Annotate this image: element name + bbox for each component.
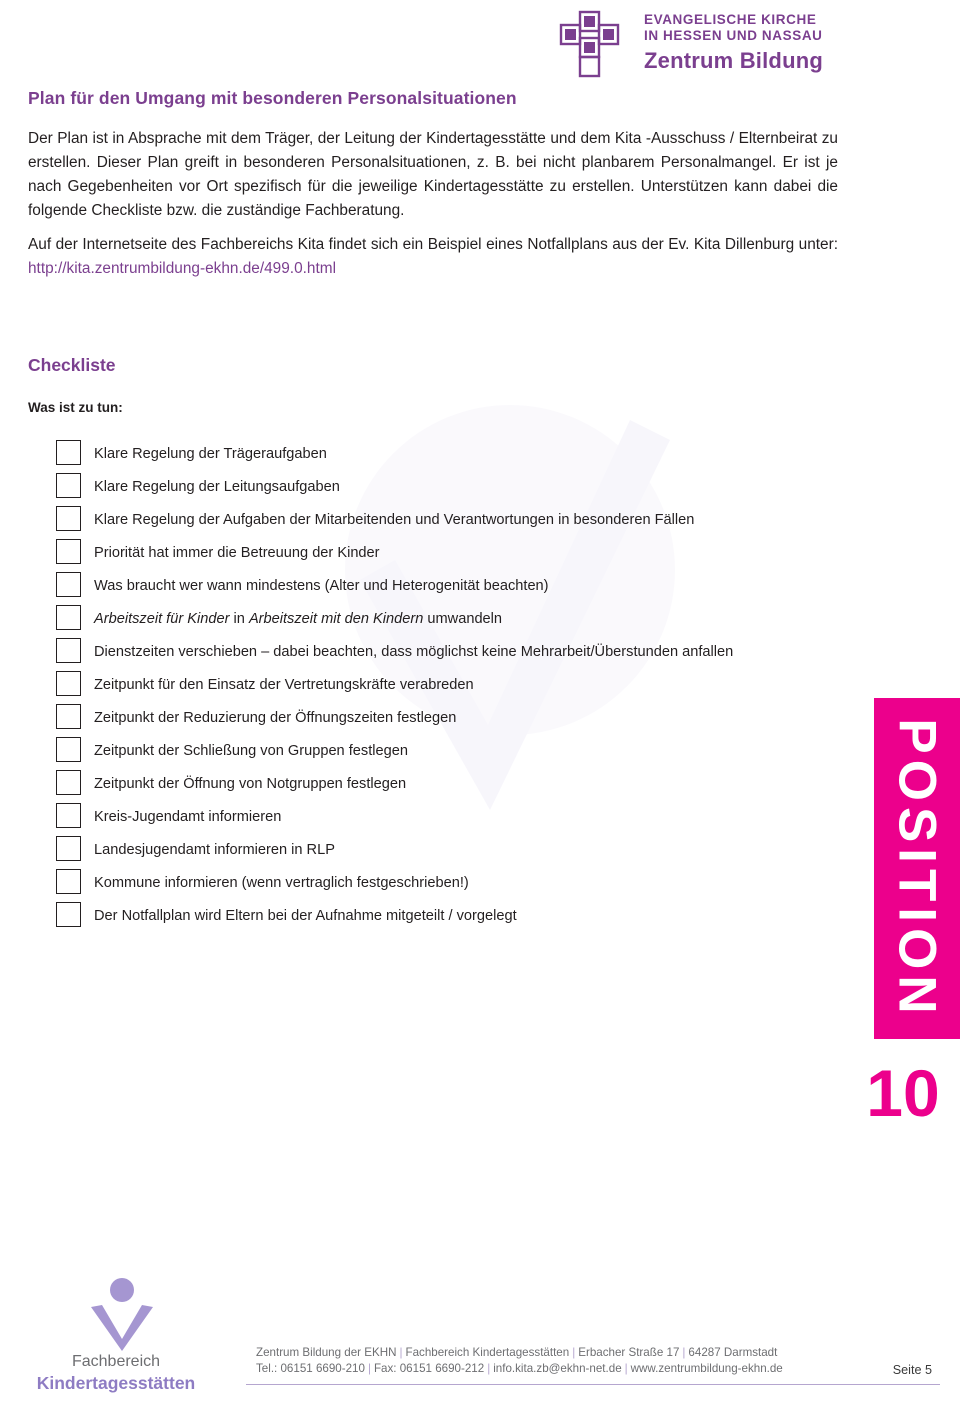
- footer-separator: |: [682, 1346, 686, 1359]
- checklist-item-label: Landesjugendamt informieren in RLP: [94, 841, 335, 858]
- checklist-item: [28, 767, 858, 800]
- checklist-item-label: Zeitpunkt der Schließung von Gruppen festlegen: [94, 742, 408, 759]
- ekhn-logo: [556, 8, 856, 86]
- footer-info-part: Zentrum Bildung der EKHN: [256, 1346, 397, 1359]
- intro-paragraph-2: [28, 233, 838, 281]
- checklist-item: [28, 470, 858, 503]
- footer-divider: [246, 1384, 940, 1385]
- checkbox[interactable]: [56, 671, 81, 696]
- checkbox[interactable]: [56, 836, 81, 861]
- checkbox[interactable]: [56, 638, 81, 663]
- position-tab: [874, 698, 960, 1039]
- checklist-item-label: Arbeitszeit für Kinder in Arbeitszeit mit den Kindern umwandeln: [94, 610, 503, 627]
- checkbox[interactable]: [56, 902, 81, 927]
- checklist-item-label: Klare Regelung der Leitungsaufgaben: [94, 478, 340, 495]
- checklist-item: [28, 899, 858, 932]
- checklist-item: [28, 437, 858, 470]
- checklist-section: [28, 355, 858, 932]
- position-tab-label: POSITION: [887, 717, 947, 1020]
- checklist-item: [28, 734, 858, 767]
- checkbox[interactable]: [56, 869, 81, 894]
- footer-info-part: info.kita.zb@ekhn-net.de: [493, 1362, 622, 1375]
- footer-info-line-1: [256, 1345, 856, 1361]
- checklist-item-label: Der Notfallplan wird Eltern bei der Aufnahme mitgeteilt / vorgelegt: [94, 907, 517, 924]
- checkbox[interactable]: [56, 803, 81, 828]
- intro-paragraph-1: Der Plan ist in Absprache mit dem Träger, der Leitung der Kindertagesstätte und dem Kita -Ausschuss / Elternbeirat zu erstellen. Dieser Plan greift in besonderen Personalsituationen, z. B. bei nicht planbarem Personalmangel. Er ist je nach Gegebenheiten vor Ort spezifisch für die jeweilige Kindertagesstätte zu erstellen. Unterstützen kann dabei die folgende Checkliste bzw. die zuständige Fachberatung.: [28, 130, 838, 219]
- checklist-item-label: Dienstzeiten verschieben – dabei beachten, dass möglichst keine Mehrarbeit/Überstunden anfallen: [94, 643, 734, 660]
- footer-info-part: Tel.: 06151 6690-210: [256, 1362, 365, 1375]
- fachbereich-person-icon: [78, 1277, 166, 1351]
- fachbereich-label-2: Kindertagesstätten: [36, 1373, 196, 1393]
- ekhn-logo-text: [644, 12, 823, 74]
- footer-info-part: Fachbereich Kindertagesstätten: [405, 1346, 570, 1359]
- footer-separator: |: [367, 1362, 371, 1375]
- checkbox[interactable]: [56, 539, 81, 564]
- checklist-item: [28, 866, 858, 899]
- ekhn-logo-mark-icon: [556, 10, 624, 78]
- checklist-item-label: Zeitpunkt der Reduzierung der Öffnungszeiten festlegen: [94, 709, 457, 726]
- checklist-items: [28, 437, 858, 932]
- ekhn-logo-line2: IN HESSEN UND NASSAU: [644, 28, 823, 43]
- checklist-item-label: Kreis-Jugendamt informieren: [94, 808, 282, 825]
- page-footer: [0, 1273, 960, 1403]
- footer-separator: |: [572, 1346, 576, 1359]
- checklist-item-label: Klare Regelung der Aufgaben der Mitarbeitenden und Verantwortungen in besonderen Fällen: [94, 511, 695, 528]
- checklist-item: [28, 536, 858, 569]
- footer-info-part: 64287 Darmstadt: [688, 1346, 778, 1359]
- footer-separator: |: [487, 1362, 491, 1375]
- checklist-item-label: Kommune informieren (wenn vertraglich festgeschrieben!): [94, 874, 469, 891]
- footer-info-line-2: [256, 1361, 856, 1377]
- footer-separator: |: [399, 1346, 403, 1359]
- checklist-item-label: Priorität hat immer die Betreuung der Kinder: [94, 544, 380, 561]
- checklist-item: [28, 668, 858, 701]
- intro-section: [28, 88, 838, 281]
- checkbox[interactable]: [56, 506, 81, 531]
- checklist-item: [28, 602, 858, 635]
- notfallplan-link[interactable]: http://kita.zentrumbildung-ekhn.de/499.0.html: [28, 260, 336, 277]
- checklist-item: [28, 569, 858, 602]
- checklist-item-label: Was braucht wer wann mindestens (Alter und Heterogenität beachten): [94, 577, 549, 594]
- checkbox[interactable]: [56, 605, 81, 630]
- ekhn-logo-line1: EVANGELISCHE KIRCHE: [644, 12, 817, 27]
- page-title: Plan für den Umgang mit besonderen Personalsituationen: [28, 88, 517, 108]
- footer-info-part: www.zentrumbildung-ekhn.de: [630, 1362, 783, 1375]
- checklist-title: Checkliste: [28, 355, 116, 375]
- checklist-item: [28, 833, 858, 866]
- checklist-item-label: Zeitpunkt für den Einsatz der Vertretungskräfte verabreden: [94, 676, 474, 693]
- footer-info-part: Fax: 06151 6690-212: [373, 1362, 485, 1375]
- checklist-item: [28, 635, 858, 668]
- checkbox[interactable]: [56, 572, 81, 597]
- intro-paragraph-2-text: Auf der Internetseite des Fachbereichs Kita findet sich ein Beispiel eines Notfallplans aus der Ev. Kita Dillenburg unter:: [28, 236, 838, 253]
- page-number: Seite 5: [892, 1363, 932, 1377]
- fachbereich-logo: [6, 1277, 226, 1395]
- checkbox[interactable]: [56, 737, 81, 762]
- ekhn-logo-brand: Zentrum Bildung: [644, 48, 823, 73]
- fachbereich-label-1: Fachbereich: [71, 1353, 161, 1370]
- checklist-item: [28, 701, 858, 734]
- checklist-item: [28, 800, 858, 833]
- checkbox[interactable]: [56, 440, 81, 465]
- position-number: 10: [866, 1056, 940, 1130]
- checklist-subhead: Was ist zu tun:: [28, 400, 123, 415]
- checkbox[interactable]: [56, 770, 81, 795]
- footer-contact-info: [256, 1345, 856, 1377]
- checklist-item-label: Klare Regelung der Trägeraufgaben: [94, 445, 327, 462]
- checkbox[interactable]: [56, 473, 81, 498]
- checklist-item: [28, 503, 858, 536]
- checklist-item-label: Zeitpunkt der Öffnung von Notgruppen festlegen: [94, 775, 407, 792]
- footer-info-part: Erbacher Straße 17: [578, 1346, 680, 1359]
- footer-separator: |: [624, 1362, 628, 1375]
- checkbox[interactable]: [56, 704, 81, 729]
